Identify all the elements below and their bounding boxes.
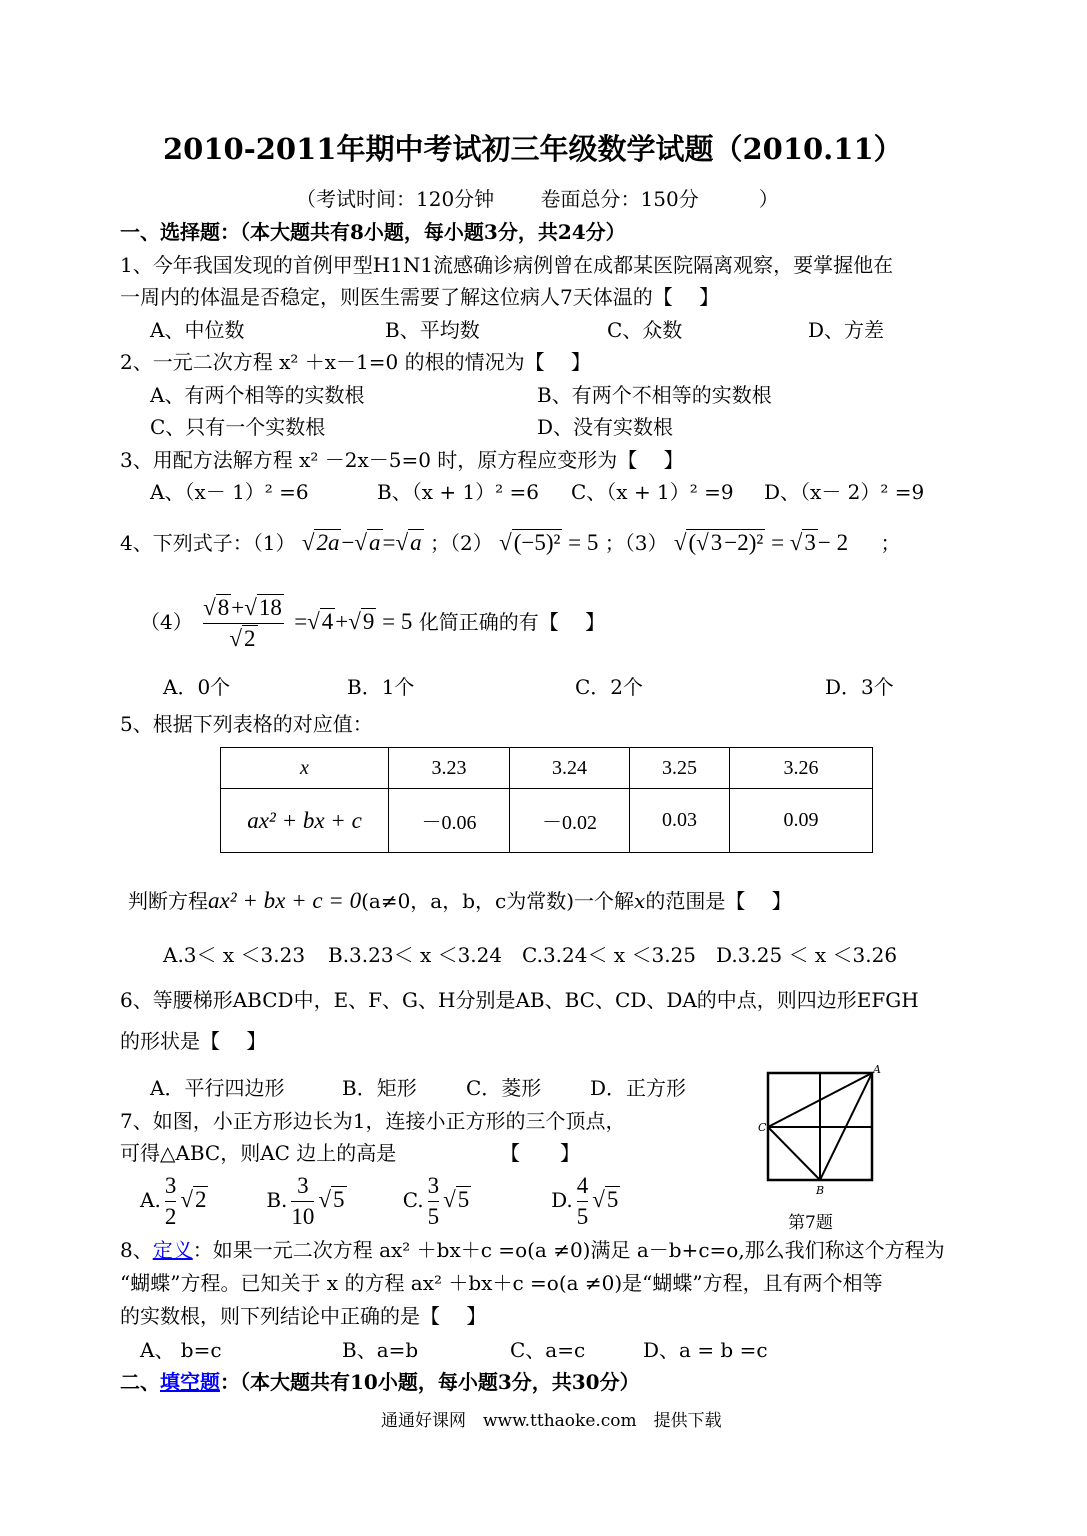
numerator: 3	[165, 1171, 177, 1202]
equation: ax² + bx + c = 0	[208, 888, 362, 913]
label: D.	[551, 1188, 573, 1212]
q8-option-a: A、 b=c	[140, 1338, 222, 1362]
q8-option-c: C、a=c	[510, 1338, 586, 1362]
text: 二、	[120, 1370, 160, 1394]
q3-option-c: C、（x + 1）² =9	[571, 480, 734, 504]
q4-line2	[140, 590, 605, 654]
q8-line2: “蝴蝶”方程。已知关于 x 的方程 ax² ＋bx＋c =o(a ≠0)是“蝴蝶”方程，且有两个相等	[120, 1271, 883, 1295]
q4-formula-1: √2a−√a=√a	[301, 530, 422, 555]
denominator: 5	[576, 1204, 589, 1229]
q7-line1: 7、如图，小正方形边长为1，连接小正方形的三个顶点，	[120, 1109, 626, 1133]
q4-suffix: 化简正确的有【 】	[418, 610, 606, 634]
q6-line1: 6、等腰梯形ABCD中，E、F、G、H分别是AB、BC、CD、DA的中点，则四边形EFGH	[120, 988, 919, 1012]
table-header-cell: 3.24	[510, 748, 630, 789]
q7-grid-figure	[760, 1065, 890, 1200]
q3-option-d: D、（x－ 2）² =9	[764, 480, 925, 504]
q6-option-a: A．平行四边形	[150, 1076, 285, 1100]
q4-option-c: C．2个	[575, 675, 644, 699]
q4-item4-label: （4）	[140, 610, 193, 634]
section-1-heading: 一、选择题：（本大题共有8小题，每小题3分，共24分）	[120, 220, 626, 244]
q7-bracket: 【 】	[500, 1141, 580, 1165]
label: C.	[402, 1188, 424, 1212]
q8-number: 8、	[120, 1238, 153, 1262]
q2-option-b: B、有两个不相等的实数根	[537, 383, 772, 407]
radicand: 5	[333, 1187, 345, 1212]
radicand-tail: −2)²	[724, 530, 764, 555]
radicand: 18	[258, 595, 282, 620]
vertex-label-c: C	[758, 1121, 767, 1134]
q8-line3: 的实数根，则下列结论中正确的是【 】	[120, 1304, 487, 1328]
q6-option-c: C．菱形	[466, 1076, 542, 1100]
label: B.	[266, 1188, 288, 1212]
vertex-label-a: A	[873, 1063, 881, 1076]
paren: (	[688, 530, 697, 555]
op: − 2	[817, 530, 849, 555]
radicand: 5	[457, 1187, 470, 1212]
radicand: 2	[244, 626, 256, 651]
table-header-cell: 3.23	[389, 748, 510, 789]
radicand: 4	[321, 609, 334, 634]
denominator: 10	[291, 1204, 315, 1229]
q5-option-d: D.3.25 ＜ x ＜3.26	[716, 943, 898, 967]
subtitle: （考试时间：120分钟 卷面总分：150分 ）	[296, 187, 779, 211]
op: =	[382, 530, 396, 555]
q5-stem: 5、根据下列表格的对应值：	[120, 712, 373, 736]
definition-link[interactable]: 定义	[152, 1238, 193, 1262]
radicand: a	[410, 530, 422, 555]
q5-option-a: A.3＜ x ＜3.23	[163, 943, 306, 967]
fill-in-link[interactable]: 填空题	[160, 1370, 220, 1394]
op: +	[231, 595, 245, 620]
text: 判断方程	[128, 889, 208, 913]
q1-option-a: A、中位数	[150, 318, 245, 342]
q4-formula-2: √(−5)² = 5	[499, 530, 599, 555]
q4-formula-4-rhs: =√4+√9 = 5	[294, 609, 413, 634]
q6-line2: 的形状是【 】	[120, 1029, 267, 1053]
radicand: 3	[804, 530, 816, 555]
q1-option-c: C、众数	[607, 318, 683, 342]
radicand: 2	[194, 1187, 207, 1212]
q2-stem: 2、一元二次方程 x² ＋x－1=0 的根的情况为【 】	[120, 350, 591, 374]
q7-option-d: D. $\frac{4}{5}$ √5	[551, 1170, 620, 1232]
table-header-cell: x	[221, 748, 389, 789]
q8-text: ：如果一元二次方程 ax² ＋bx＋c =o(a ≠0)满足 a－b+c=o,那么我们称这个方程为	[192, 1238, 945, 1262]
q6-option-d: D．正方形	[590, 1076, 687, 1100]
q7-option-a: A. $\frac{3}{2}$ √2	[140, 1170, 260, 1232]
page-title: 2010-2011年期中考试初三年级数学试题（2010.11）	[163, 132, 903, 166]
q3-stem: 3、用配方法解方程 x² －2x－5=0 时，原方程应变形为【 】	[120, 448, 684, 472]
table-cell: －0.02	[510, 789, 630, 853]
q4-prefix: 4、下列式子：（1）	[120, 531, 296, 555]
q1-line1: 1、今年我国发现的首例甲型H1N1流感确诊病例曾在成都某医院隔离观察，要掌握他在	[120, 253, 894, 277]
table-header-cell: 3.25	[630, 748, 730, 789]
radicand: (−5)²	[513, 530, 561, 555]
op: = 5	[382, 609, 413, 634]
q4-end: ；	[880, 531, 901, 555]
q5-option-b: B.3.23＜ x ＜3.24	[328, 943, 503, 967]
figure-caption: 第7题	[788, 1213, 833, 1233]
numerator: 3	[428, 1171, 440, 1202]
table-cell: ax² + bx + c	[221, 789, 389, 853]
variable: x	[634, 889, 646, 913]
q1-option-d: D、方差	[808, 318, 885, 342]
q7-options	[140, 1170, 620, 1232]
q4-option-a: A．0个	[163, 675, 231, 699]
radicand: 3	[710, 530, 723, 555]
q3-option-a: A、（x－ 1）² =6	[150, 480, 309, 504]
value-table	[220, 747, 873, 853]
table-header-cell: 3.26	[730, 748, 873, 789]
q4-sep: ；（3）	[604, 531, 668, 555]
denominator: 5	[427, 1204, 440, 1229]
op: +	[335, 609, 349, 634]
q5-judge	[128, 888, 792, 914]
q7-option-b: B. $\frac{3}{10}$ √5	[266, 1170, 396, 1232]
q1-line2: 一周内的体温是否稳定，则医生需要了解这位病人7天体温的【 】	[120, 285, 720, 309]
op: = 5	[568, 530, 599, 555]
numerator: 3	[291, 1171, 314, 1202]
footer: 通通好课网 www.tthaoke.com 提供下载	[381, 1411, 722, 1431]
q4-option-d: D．3个	[825, 675, 894, 699]
denominator: 2	[164, 1204, 177, 1229]
q3-option-b: B、（x + 1）² =6	[377, 480, 540, 504]
op: −	[341, 530, 355, 555]
label: A.	[140, 1188, 161, 1212]
q4-line1	[120, 530, 901, 556]
q4-sep: ；（2）	[430, 531, 493, 555]
q7-line2: 可得△ABC，则AC 边上的高是	[120, 1141, 397, 1165]
q4-option-b: B．1个	[347, 675, 415, 699]
section-2-heading	[120, 1369, 640, 1395]
numerator: 4	[577, 1171, 589, 1202]
q7-option-c: C. $\frac{3}{5}$ √5	[403, 1170, 545, 1232]
q5-option-c: C.3.24＜ x ＜3.25	[522, 943, 697, 967]
radicand: a	[369, 530, 381, 555]
q2-option-c: C、只有一个实数根	[150, 415, 326, 439]
q8-option-d: D、a = b =c	[643, 1338, 768, 1362]
q2-option-d: D、没有实数根	[537, 415, 674, 439]
radicand: 9	[362, 609, 375, 634]
q8-line1	[120, 1237, 945, 1263]
radicand: 5	[606, 1187, 619, 1212]
text: ：（本大题共有10小题，每小题3分，共30分）	[220, 1370, 640, 1394]
text: (a≠0，a，b，c为常数)一个解	[361, 889, 635, 913]
vertex-label-b: B	[816, 1184, 825, 1197]
table-cell: 0.09	[730, 789, 873, 853]
radicand: 2a	[316, 530, 340, 555]
table-row	[221, 748, 873, 789]
table-cell: 0.03	[630, 789, 730, 853]
op: =	[294, 609, 308, 634]
q2-option-a: A、有两个相等的实数根	[150, 383, 365, 407]
q6-option-b: B．矩形	[342, 1076, 417, 1100]
q4-formula-3: √(√3−2)² = √3− 2	[673, 530, 849, 555]
table-cell: －0.06	[389, 789, 510, 853]
q4-fraction: $\frac{√8+√18}{√2}$	[203, 595, 282, 651]
table-row	[221, 789, 873, 853]
op: =	[771, 530, 785, 555]
text: 的范围是【 】	[645, 889, 792, 913]
q8-option-b: B、a=b	[342, 1338, 419, 1362]
q1-option-b: B、平均数	[385, 318, 480, 342]
radicand: 8	[217, 595, 230, 620]
